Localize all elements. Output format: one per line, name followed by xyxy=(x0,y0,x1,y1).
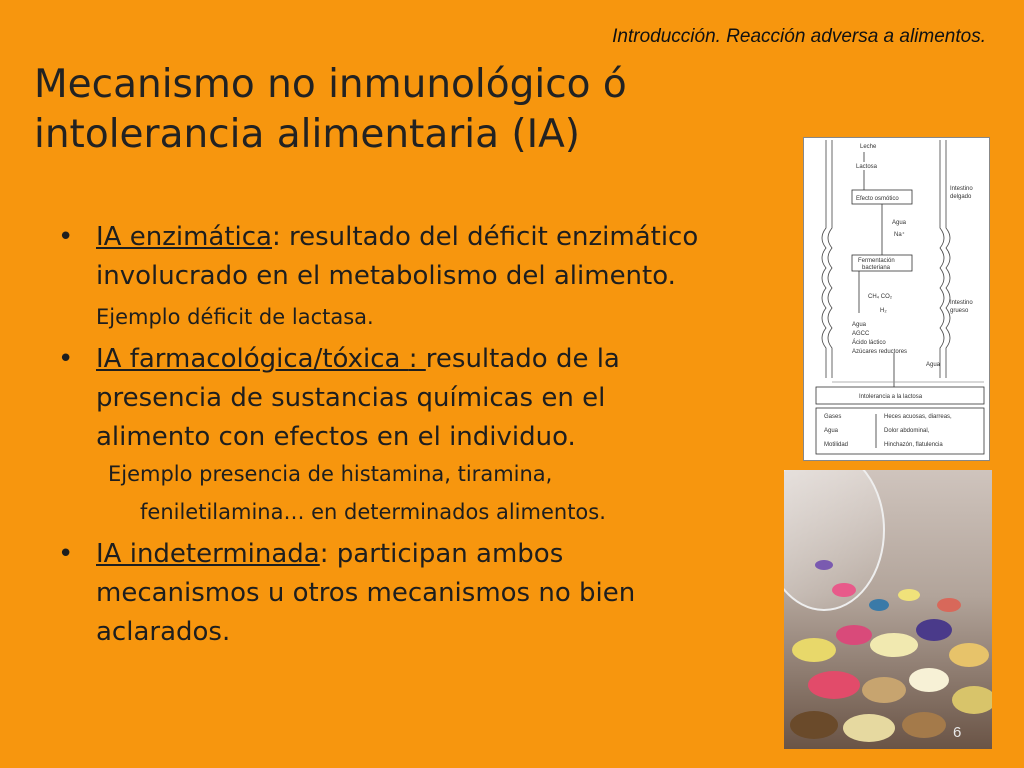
bullet-dot: • xyxy=(58,222,74,252)
label-dolor: Dolor abdominal, xyxy=(884,428,930,434)
slide-header: Introducción. Reacción adversa a alimentos. xyxy=(612,26,986,47)
example-lactase: Ejemplo déficit de lactasa. xyxy=(96,305,374,329)
label-agua: Agua xyxy=(852,322,867,328)
pills-photo-svg xyxy=(784,470,992,749)
label-leche: Leche xyxy=(860,144,877,150)
term-indeterminate: IA indeterminada xyxy=(96,539,320,569)
label-azucares: Azúcares reductores xyxy=(852,349,908,355)
term-sep: : xyxy=(319,539,337,569)
label-agcc: AGCC xyxy=(852,331,870,337)
bullet-indeterminate xyxy=(56,535,756,652)
bullet-text: participan ambos xyxy=(336,539,564,569)
label-ch4-co2: CH₄ CO₂ xyxy=(868,294,893,300)
diagram-svg xyxy=(804,138,989,460)
term-sep: : xyxy=(271,222,290,252)
label-intestino-delgado: delgado xyxy=(950,194,972,200)
label-hinchazon: Hinchazón, flatulencia xyxy=(884,442,943,448)
label-intolerancia: Intolerancia a la lactosa xyxy=(859,394,923,400)
label-fermentacion: Fermentación xyxy=(858,258,895,264)
term-enzymatic: IA enzimática xyxy=(96,222,272,252)
bullet-text: aclarados. xyxy=(96,617,231,647)
label-intestino-delgado: Intestino xyxy=(950,186,973,192)
label-agua: Agua xyxy=(926,362,941,368)
title-line-1: Mecanismo no inmunológico ó xyxy=(34,62,627,107)
label-na: Na⁺ xyxy=(894,232,905,238)
bullet-text: resultado de la xyxy=(425,344,620,374)
bullet-text: presencia de sustancias químicas en el xyxy=(96,383,606,413)
label-intestino-grueso: Intestino xyxy=(950,300,973,306)
label-motilidad: Motilidad xyxy=(824,442,849,448)
bullet-list xyxy=(56,218,756,652)
label-heces: Heces acuosas, diarreas, xyxy=(884,414,952,420)
title-line-2: intolerancia alimentaria (IA) xyxy=(34,112,580,157)
lactose-intolerance-diagram xyxy=(803,137,990,461)
bullet-text: resultado del déficit enzimático xyxy=(289,222,699,252)
bullet-enzymatic xyxy=(56,218,756,296)
bullet-text: involucrado en el metabolismo del alimento. xyxy=(96,261,676,291)
label-intestino-grueso: grueso xyxy=(950,308,969,314)
label-lactosa: Lactosa xyxy=(856,164,878,170)
label-agua: Agua xyxy=(892,220,907,226)
label-gases: Gases xyxy=(824,414,842,420)
bullet-dot: • xyxy=(58,539,74,569)
term-sep: : xyxy=(408,344,426,374)
label-fermentacion: bacteriana xyxy=(862,265,891,271)
term-pharmacological: IA farmacológica/tóxica xyxy=(96,344,409,374)
bullet-pharmacological xyxy=(56,340,756,457)
bullet-text: mecanismos u otros mecanismos no bien xyxy=(96,578,636,608)
bullet-text: alimento con efectos en el individuo. xyxy=(96,422,576,452)
bullet-dot: • xyxy=(58,344,74,374)
label-h2: H₂ xyxy=(880,308,887,314)
slide-title xyxy=(34,60,754,160)
pills-photo xyxy=(784,470,992,749)
label-agua: Agua xyxy=(824,428,839,434)
page-number: 6 xyxy=(953,724,962,741)
example-histamine-line-2: feniletilamina… en determinados alimentos. xyxy=(140,500,606,524)
example-histamine-line-1: Ejemplo presencia de histamina, tiramina, xyxy=(108,462,553,486)
label-efecto-osmotico: Efecto osmótico xyxy=(856,196,899,202)
label-acido-lactico: Ácido láctico xyxy=(852,340,886,346)
